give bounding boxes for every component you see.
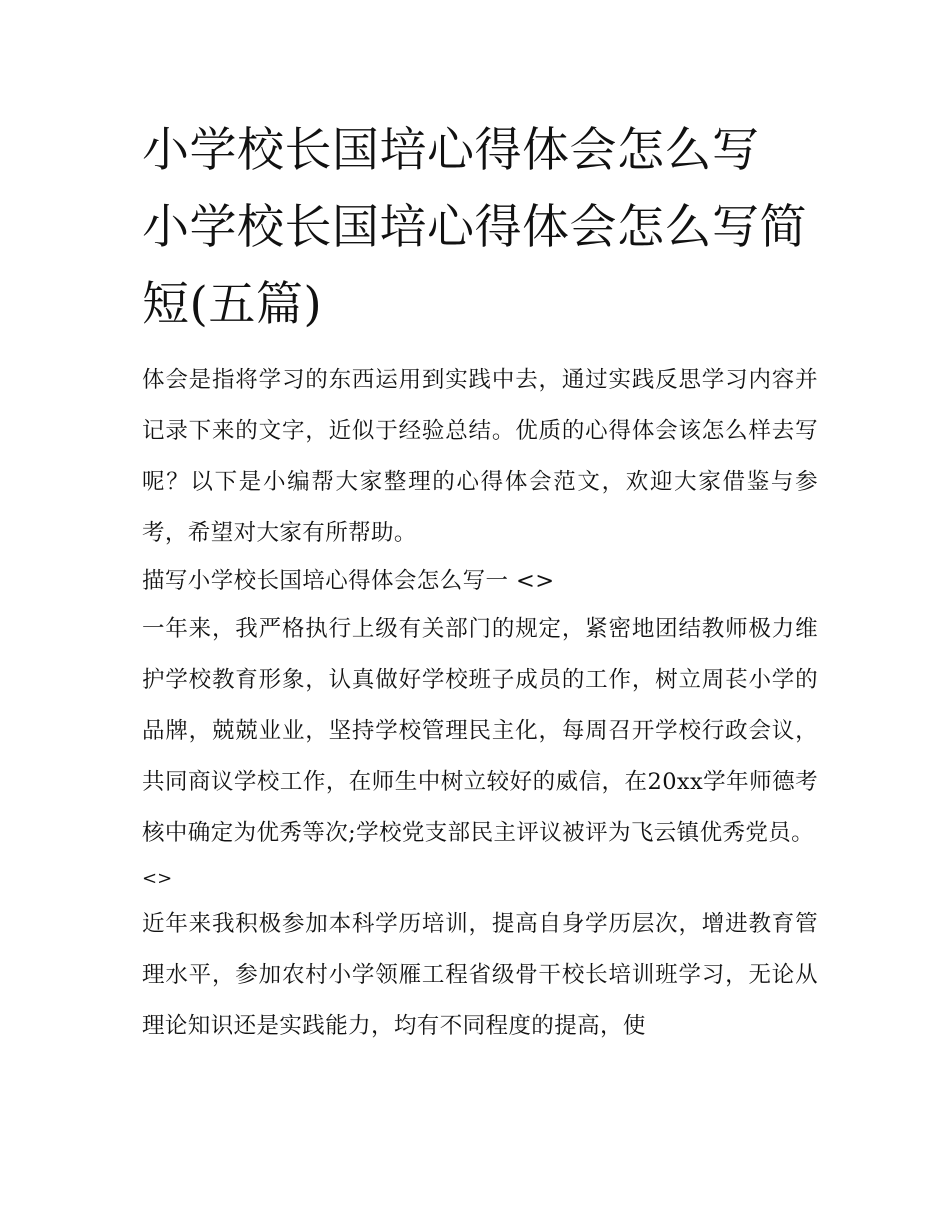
section-heading: 描写小学校长国培心得体会怎么写一 <> — [142, 568, 555, 594]
body-paragraph-2: 近年来我积极参加本科学历培训，提高自身学历层次，增进教育管理水平，参加农村小学领雁工程省级骨干校长培训班学习，无论从理论知识还是实践能力，均有不同程度的提高，使 — [142, 911, 818, 1039]
placeholder-marker: <> — [142, 868, 173, 889]
document-title: 小学校长国培心得体会怎么写 小学校长国培心得体会怎么写简短(五篇) — [142, 123, 807, 332]
intro-paragraph: 体会是指将学习的东西运用到实践中去，通过实践反思学习内容并记录下来的文字，近似于经验总结。优质的心得体会该怎么样去写呢？以下是小编帮大家整理的心得体会范文，欢迎大家借鉴与参考，希望对大家有所帮助。 — [142, 367, 818, 546]
document-page — [142, 112, 818, 1052]
body-paragraph-1: 一年来，我严格执行上级有关部门的规定，紧密地团结教师极力维护学校教育形象，认真做好学校班子成员的工作，树立周苌小学的品牌，兢兢业业，坚持学校管理民主化，每周召开学校行政会议，共同商议学校工作，在师生中树立较好的威信，在20xx学年师德考核中确定为优秀等次;学校党支部民主评议被评为飞云镇优秀党员。 — [142, 616, 818, 846]
